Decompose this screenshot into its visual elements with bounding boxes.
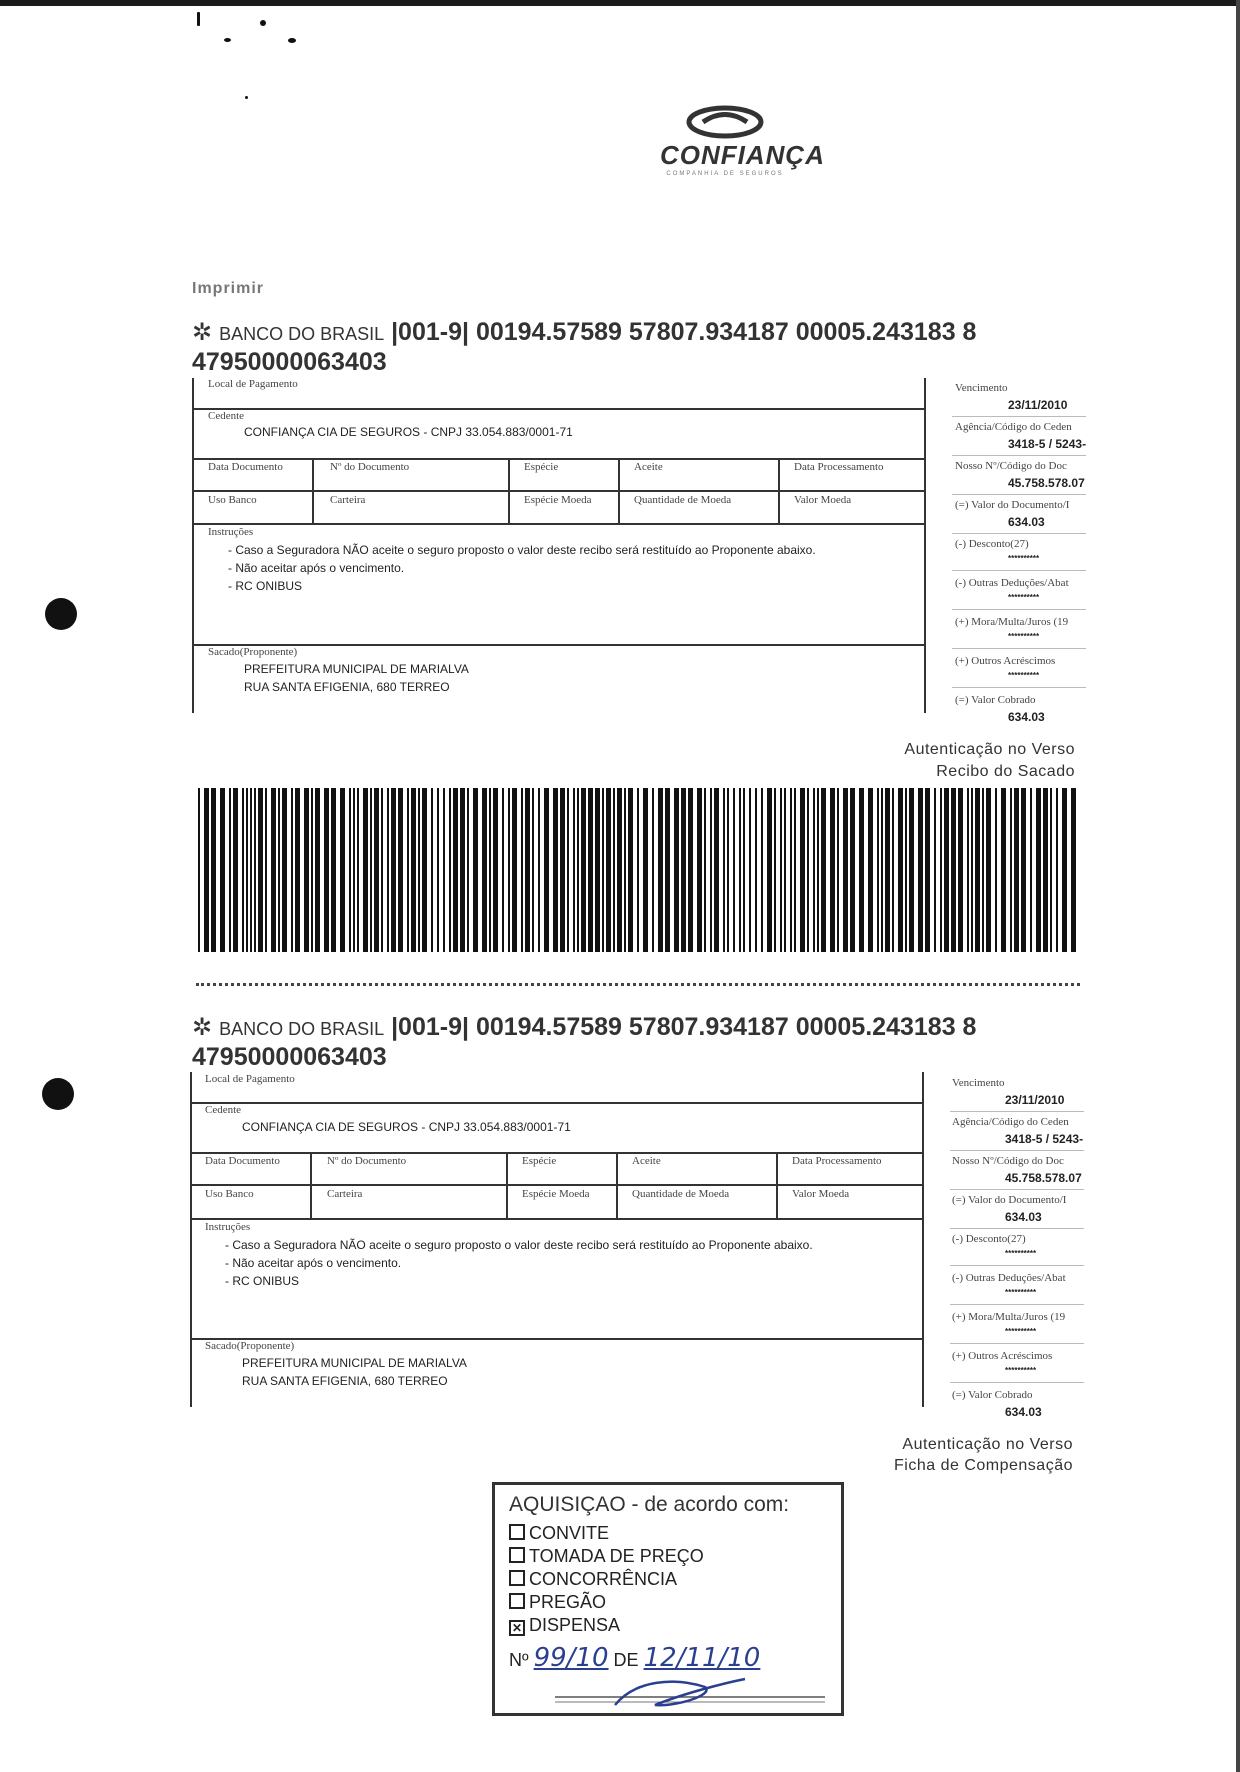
instrucao-line: - RC ONIBUS [228,579,303,593]
deducoes-value: ********** [1005,1288,1037,1297]
grid-line [192,523,926,525]
instrucao-line: - RC ONIBUS [225,1274,300,1288]
digitable-line-cont: 47950000063403 [192,1043,387,1071]
side-divider [952,648,1086,649]
grid-line [312,458,314,524]
grid-line [190,1218,924,1220]
label-carteira: Carteira [327,1188,363,1200]
cedente-value: CONFIANÇA CIA DE SEGUROS - CNPJ 33.054.883/0001-71 [244,425,573,439]
acrescimos-value: ********** [1008,671,1040,680]
handwritten-date: 12/11/10 [643,1643,761,1673]
side-label: (=) Valor do Documento/I [955,499,1070,511]
grid-line [192,458,926,460]
valor-cobrado-value: 634.03 [1008,710,1045,724]
grid-line [924,378,926,713]
side-label: (-) Desconto(27) [952,1233,1026,1245]
valor-documento-value: 634.03 [1005,1210,1042,1224]
sacado-name: PREFEITURA MUNICIPAL DE MARIALVA [244,662,469,676]
side-divider [950,1343,1084,1344]
option-tomada-preco [509,1546,704,1567]
label-cedente: Cedente [208,410,245,422]
label-numero-documento: Nº do Documento [327,1155,407,1167]
grid-line [922,1072,924,1407]
bank-name: BANCO DO BRASIL [219,1019,385,1039]
valor-documento-value: 634.03 [1008,515,1045,529]
checkbox-dispensa-checked: ✕ [509,1620,525,1636]
side-label: Agência/Código do Ceden [952,1116,1069,1128]
label-quantidade-moeda: Quantidade de Moeda [634,494,732,506]
side-label: (=) Valor do Documento/I [952,1194,1067,1206]
sacado-name: PREFEITURA MUNICIPAL DE MARIALVA [242,1356,467,1370]
side-label: (-) Desconto(27) [955,538,1029,550]
option-pregao [509,1592,606,1613]
logo-subtitle: COMPANHIA DE SEGUROS [666,171,784,177]
side-divider [950,1111,1084,1112]
grid-line [190,1072,192,1407]
ficha-label: Ficha de Compensação [894,1457,1073,1474]
nosso-numero-value: 45.758.578.07 [1008,476,1085,490]
label-carteira: Carteira [330,494,366,506]
label-instrucoes: Instruções [205,1221,251,1233]
punch-hole [45,598,77,630]
side-label: (+) Outros Acréscimos [955,655,1056,667]
scan-top-edge [0,0,1240,6]
side-divider [952,455,1086,456]
side-label: Vencimento [955,382,1008,394]
checkbox-convite [509,1524,525,1540]
sacado-address: RUA SANTA EFIGENIA, 680 TERREO [242,1374,448,1388]
checkbox-pregao [509,1593,525,1609]
handwritten-number: 99/10 [533,1643,609,1673]
scan-speck [245,96,248,99]
print-link[interactable]: Imprimir [192,280,265,297]
bank-code: |001-9| [391,1013,469,1041]
banco-do-brasil-icon: ✲ [192,319,213,346]
cut-line [196,983,1080,986]
side-label: Vencimento [952,1077,1005,1089]
banco-do-brasil-icon: ✲ [192,1014,213,1041]
side-divider [950,1150,1084,1151]
stamp-number-line [509,1643,760,1673]
side-label: (-) Outras Deduções/Abat [955,577,1069,589]
side-label: (+) Mora/Multa/Juros (19 [952,1311,1066,1323]
agencia-value: 3418-5 / 5243- [1005,1132,1084,1146]
recibo-label: Recibo do Sacado [936,763,1075,780]
confianca-logo-icon [685,105,765,139]
autenticacao-label: Autenticação no Verso [902,1436,1073,1453]
label-instrucoes: Instruções [208,526,254,538]
scan-speck [197,12,200,26]
label-data-documento: Data Documento [208,461,283,473]
checkbox-concorrencia [509,1570,525,1586]
valor-cobrado-value: 634.03 [1005,1405,1042,1419]
grid-line [192,378,194,713]
date-prefix: DE [613,1650,639,1670]
agencia-value: 3418-5 / 5243- [1008,437,1087,451]
checkbox-tomada-preco [509,1547,525,1563]
label-numero-documento: Nº do Documento [330,461,410,473]
side-divider [952,494,1086,495]
label-data-processamento: Data Processamento [794,461,884,473]
label-local-pagamento: Local de Pagamento [205,1073,295,1085]
label-local-pagamento: Local de Pagamento [208,378,298,390]
label-valor-moeda: Valor Moeda [792,1188,850,1200]
mora-value: ********** [1008,632,1040,641]
label-data-documento: Data Documento [205,1155,280,1167]
deducoes-value: ********** [1008,593,1040,602]
bank-name: BANCO DO BRASIL [219,324,385,344]
label-especie-moeda: Espécie Moeda [524,494,592,506]
scan-speck [224,38,231,42]
grid-line [506,1152,508,1219]
grid-line [192,490,926,492]
side-divider [950,1304,1084,1305]
option-label: CONVITE [529,1523,610,1543]
label-cedente: Cedente [205,1104,242,1116]
nosso-numero-value: 45.758.578.07 [1005,1171,1082,1185]
label-especie: Espécie [524,461,559,473]
label-data-processamento: Data Processamento [792,1155,882,1167]
side-divider [952,570,1086,571]
number-prefix: Nº [509,1650,529,1670]
option-label: TOMADA DE PREÇO [529,1546,704,1566]
acquisition-stamp [492,1482,844,1716]
side-divider [952,416,1086,417]
grid-line [778,458,780,524]
digitable-line: 00194.57589 57807.934187 00005.243183 8 [475,1013,977,1041]
digitable-line-cont: 47950000063403 [192,348,387,376]
option-concorrencia [509,1569,677,1590]
label-valor-moeda: Valor Moeda [794,494,852,506]
scan-speck [260,20,266,26]
instrucao-line: - Caso a Seguradora NÃO aceite o seguro proposto o valor deste recibo será restituído ao Proponente abaixo. [225,1238,813,1252]
grid-line [192,644,926,646]
side-label: (-) Outras Deduções/Abat [952,1272,1066,1284]
grid-line [192,408,926,410]
label-especie-moeda: Espécie Moeda [522,1188,590,1200]
grid-line [190,1184,924,1186]
vencimento-value: 23/11/2010 [1008,398,1068,412]
scan-right-edge [1236,0,1240,1772]
stamp-title: AQUISIÇAO - de acordo com: [509,1493,790,1516]
scan-speck [288,38,296,43]
confianca-logo [660,105,825,177]
barcode [198,788,1080,952]
side-divider [950,1189,1084,1190]
autenticacao-label: Autenticação no Verso [904,741,1075,758]
label-sacado: Sacado(Proponente) [205,1340,295,1352]
label-aceite: Aceite [634,461,663,473]
label-uso-banco: Uso Banco [205,1188,254,1200]
label-uso-banco: Uso Banco [208,494,257,506]
grid-line [618,458,620,524]
label-especie: Espécie [522,1155,557,1167]
cedente-value: CONFIANÇA CIA DE SEGUROS - CNPJ 33.054.883/0001-71 [242,1120,571,1134]
label-sacado: Sacado(Proponente) [208,646,298,658]
option-dispensa [509,1615,620,1636]
punch-hole [42,1078,74,1110]
bank-header [192,318,976,347]
logo-wordmark: CONFIANÇA [660,140,825,170]
vencimento-value: 23/11/2010 [1005,1093,1065,1107]
option-label: DISPENSA [529,1615,621,1635]
side-label: Agência/Código do Ceden [955,421,1072,433]
grid-line [508,458,510,524]
grid-line [190,1152,924,1154]
side-divider [952,687,1086,688]
side-label: (=) Valor Cobrado [952,1389,1033,1401]
grid-line [616,1152,618,1219]
instrucao-line: - Não aceitar após o vencimento. [228,561,405,575]
mora-value: ********** [1005,1327,1037,1336]
grid-line [310,1152,312,1219]
label-aceite: Aceite [632,1155,661,1167]
side-divider [950,1382,1084,1383]
bank-header [192,1013,976,1042]
digitable-line: 00194.57589 57807.934187 00005.243183 8 [475,318,977,346]
instrucao-line: - Não aceitar após o vencimento. [225,1256,402,1270]
side-divider [952,533,1086,534]
label-quantidade-moeda: Quantidade de Moeda [632,1188,730,1200]
grid-line [190,1102,924,1104]
side-label: (+) Mora/Multa/Juros (19 [955,616,1069,628]
side-label: Nosso Nº/Código do Doc [955,460,1067,472]
side-label: (=) Valor Cobrado [955,694,1036,706]
option-label: PREGÃO [529,1592,607,1612]
acrescimos-value: ********** [1005,1366,1037,1375]
option-label: CONCORRÊNCIA [529,1569,678,1589]
handwritten-signature [555,1675,835,1711]
grid-line [776,1152,778,1219]
sacado-address: RUA SANTA EFIGENIA, 680 TERREO [244,680,450,694]
side-divider [950,1265,1084,1266]
instrucao-line: - Caso a Seguradora NÃO aceite o seguro proposto o valor deste recibo será restituído ao Proponente abaixo. [228,543,816,557]
side-label: (+) Outros Acréscimos [952,1350,1053,1362]
desconto-value: ********** [1008,554,1040,563]
option-convite [509,1523,609,1544]
side-divider [952,609,1086,610]
side-label: Nosso Nº/Código do Doc [952,1155,1064,1167]
side-divider [950,1228,1084,1229]
bank-code: |001-9| [391,318,469,346]
grid-line [190,1338,924,1340]
desconto-value: ********** [1005,1249,1037,1258]
